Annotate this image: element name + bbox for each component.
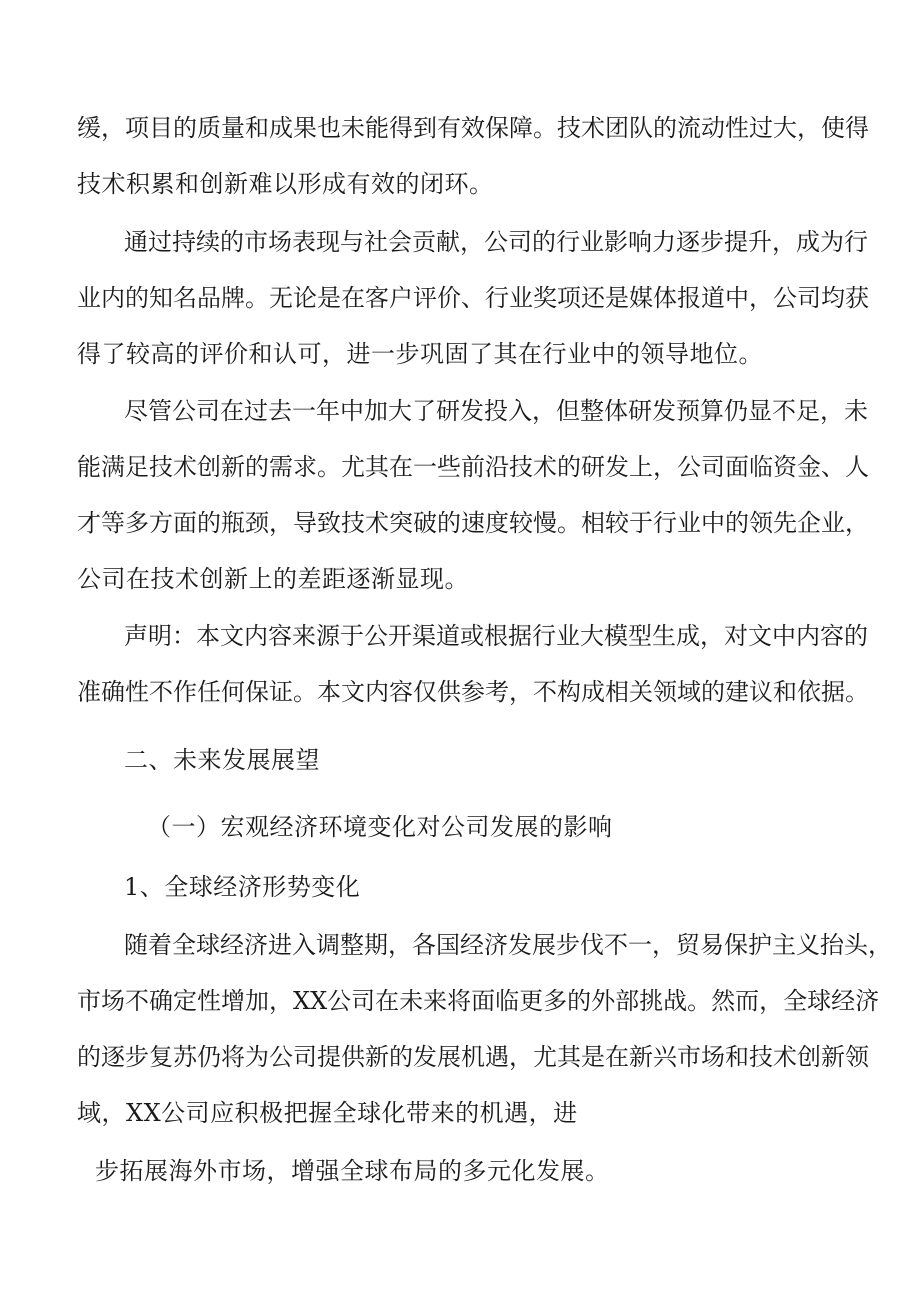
- body-text-line: 业内的知名品牌。无论是在客户评价、行业奖项还是媒体报道中，公司均获: [77, 284, 869, 312]
- body-text-line: 得了较高的评价和认可，进一步巩固了其在行业中的领导地位。: [77, 340, 763, 368]
- disclaimer-text-line: 准确性不作任何保证。本文内容仅供参考，不构成相关领域的建议和依据。: [77, 678, 869, 706]
- body-text-line: 的逐步复苏仍将为公司提供新的发展机遇，尤其是在新兴市场和技术创新领: [77, 1043, 869, 1071]
- body-text-line: 才等多方面的瓶颈，导致技术突破的速度较慢。相较于行业中的领先企业，: [77, 509, 869, 537]
- body-text-line: 步拓展海外市场，增强全球布局的多元化发展。: [95, 1157, 610, 1185]
- subsection-heading: （一）宏观经济环境变化对公司发展的影响: [147, 813, 613, 841]
- body-text-line: 能满足技术创新的需求。尤其在一些前沿技术的研发上，公司面临资金、人: [77, 453, 869, 481]
- body-text-line: 通过持续的市场表现与社会贡献，公司的行业影响力逐步提升，成为行: [124, 228, 868, 256]
- disclaimer-text-line: 声明：本文内容来源于公开渠道或根据行业大模型生成，对文中内容的: [124, 622, 868, 650]
- body-text-line: 随着全球经济进入调整期，各国经济发展步伐不一，贸易保护主义抬头，: [124, 931, 892, 959]
- body-text-line: 市场不确定性增加，XX公司在未来将面临更多的外部挑战。然而，全球经济: [77, 987, 880, 1015]
- section-heading: 二、未来发展展望: [124, 746, 320, 774]
- body-text-line: 缓，项目的质量和成果也未能得到有效保障。技术团队的流动性过大，使得: [77, 114, 869, 142]
- item-heading: 1、全球经济形势变化: [124, 873, 361, 901]
- body-text-line: 域，XX公司应积极把握全球化带来的机遇，进: [77, 1099, 578, 1127]
- body-text-line: 尽管公司在过去一年中加大了研发投入，但整体研发预算仍显不足，未: [124, 397, 868, 425]
- body-text-line: 公司在技术创新上的差距逐渐显现。: [77, 565, 469, 593]
- body-text-line: 技术积累和创新难以形成有效的闭环。: [77, 170, 494, 198]
